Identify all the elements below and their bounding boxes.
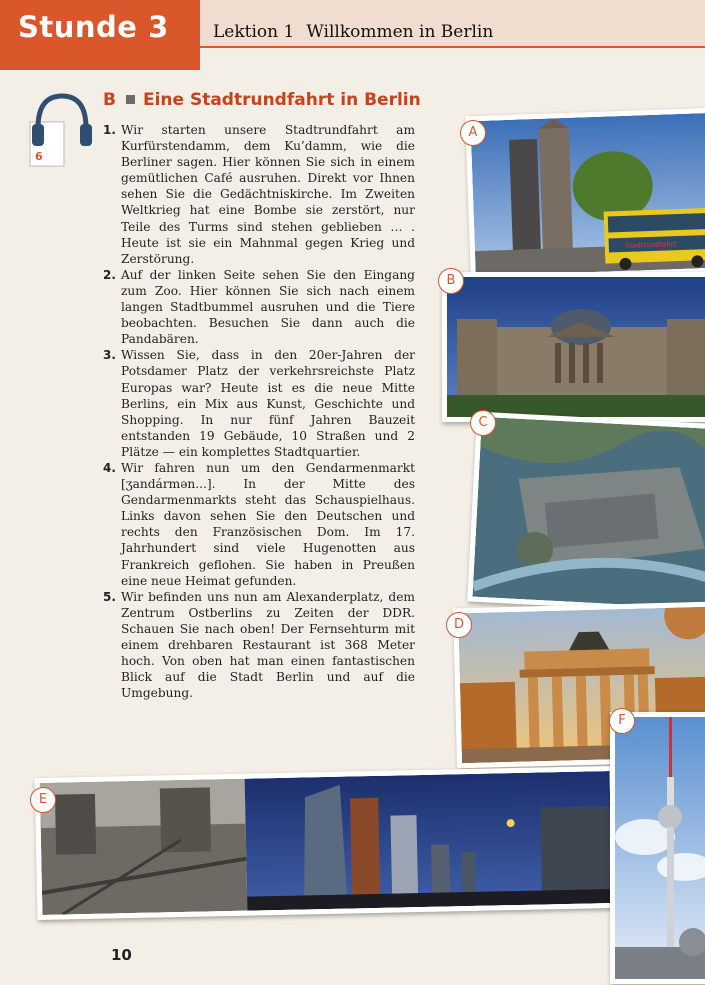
paragraph-item: [103, 460, 415, 589]
bus-sign-text: Stadtrundfahrt: [624, 240, 677, 250]
photo-c: [467, 412, 705, 615]
paragraph-item: [103, 589, 415, 702]
photo-label-e: E: [30, 787, 56, 813]
photo-label-a: A: [460, 120, 486, 146]
paragraph-item: [103, 267, 415, 347]
museumsinsel-aerial-photo: [472, 417, 705, 609]
photo-label-f: F: [609, 708, 635, 734]
lesson-number: Lektion 1: [213, 22, 295, 42]
potsdamer-platz-photo: [40, 771, 613, 915]
photo-label-b: B: [438, 268, 464, 294]
section-heading: [103, 90, 421, 110]
paragraph-number: 2.: [103, 267, 116, 282]
stunde-tab: [0, 0, 200, 70]
paragraph-text: Wissen Sie, dass in den 20er-Jahren der Potsdamer Platz der verkehrsreichste Platz Europas war? Heute ist es die neue Mitte Berlins, ein Mix aus Kunst, Geschichte und Shopping. In nur fünf Jahren Bauzeit entstanden 19 Gebäude, 10 Straßen und 2 Plätze — ein komplettes Stadtquartier.: [121, 348, 415, 459]
section-title: Eine Stadtrundfahrt in Berlin: [142, 90, 421, 110]
paragraph-number: 4.: [103, 460, 116, 475]
headphones-icon[interactable]: [28, 88, 92, 170]
photo-label-c: C: [470, 410, 496, 436]
lesson-heading: [213, 22, 493, 42]
page-number: 10: [111, 946, 132, 964]
lesson-title: Willkommen in Berlin: [306, 22, 494, 42]
paragraph-item: [103, 347, 415, 460]
photo-label-d: D: [446, 612, 472, 638]
stunde-label: Stunde 3: [18, 10, 169, 44]
paragraph-number: 1.: [103, 123, 116, 137]
fernsehturm-photo: [615, 717, 705, 979]
paragraph-number: 5.: [103, 589, 116, 604]
paragraph-text: Wir starten unsere Stadtrundfahrt am Kurfürstendamm, dem Ku’damm, wie die Berliner sagen. Hier können Sie sich in einem gemütlichen Café ausruhen. Direkt vor Ihnen sehen Sie die Gedächtniskirche. Im Zweiten Weltkrieg hat eine Bombe sie zerstört, nur Teile des Turms sind stehen geblieben … . Heute ist sie ein Mahnmal gegen Krieg und Zerstörung.: [121, 123, 415, 266]
photo-f: [610, 712, 705, 984]
bullet-square-icon: [126, 95, 135, 104]
photo-a: [465, 108, 705, 282]
reichstag-photo: [447, 277, 705, 417]
paragraph-number: 3.: [103, 348, 116, 363]
photo-b: [442, 272, 705, 422]
section-letter: B: [103, 90, 116, 110]
paragraph-text: Wir befinden uns nun am Alexanderplatz, dem Zentrum Ostberlins zu Zeiten der DDR. Schauen Sie nach oben! Der Fernsehturm mit einem drehbaren Restaurant ist 368 Meter hoch. Von oben hat man einen fantastischen Blick auf die Stadt Berlin und auf die Umgebung.: [121, 589, 415, 701]
paragraph-item: [103, 122, 415, 267]
paragraph-text: Auf der linken Seite sehen Sie den Eingang zum Zoo. Hier können Sie sich nach einem langen Stadtbummel ausruhen und die Tiere beobachten. Besuchen Sie dann auch die Pandabären.: [121, 267, 415, 347]
photo-e: [35, 766, 618, 920]
audio-track-number: 6: [35, 150, 43, 163]
paragraph-text: Wir fahren nun um den Gendarmenmarkt [ʒandármən...]. In der Mitte des Gendarmenmarkts steht das Schauspielhaus. Links davon sehen Sie den Deutschen und rechts den Französischen Dom. Im 17. Jahrhundert sind viele Hugenotten aus Frankreich geflohen. Sie haben in Preußen eine neue Heimat gefunden.: [121, 460, 415, 588]
gedaechtniskirche-photo: [470, 113, 705, 276]
tour-paragraphs: [103, 122, 415, 701]
